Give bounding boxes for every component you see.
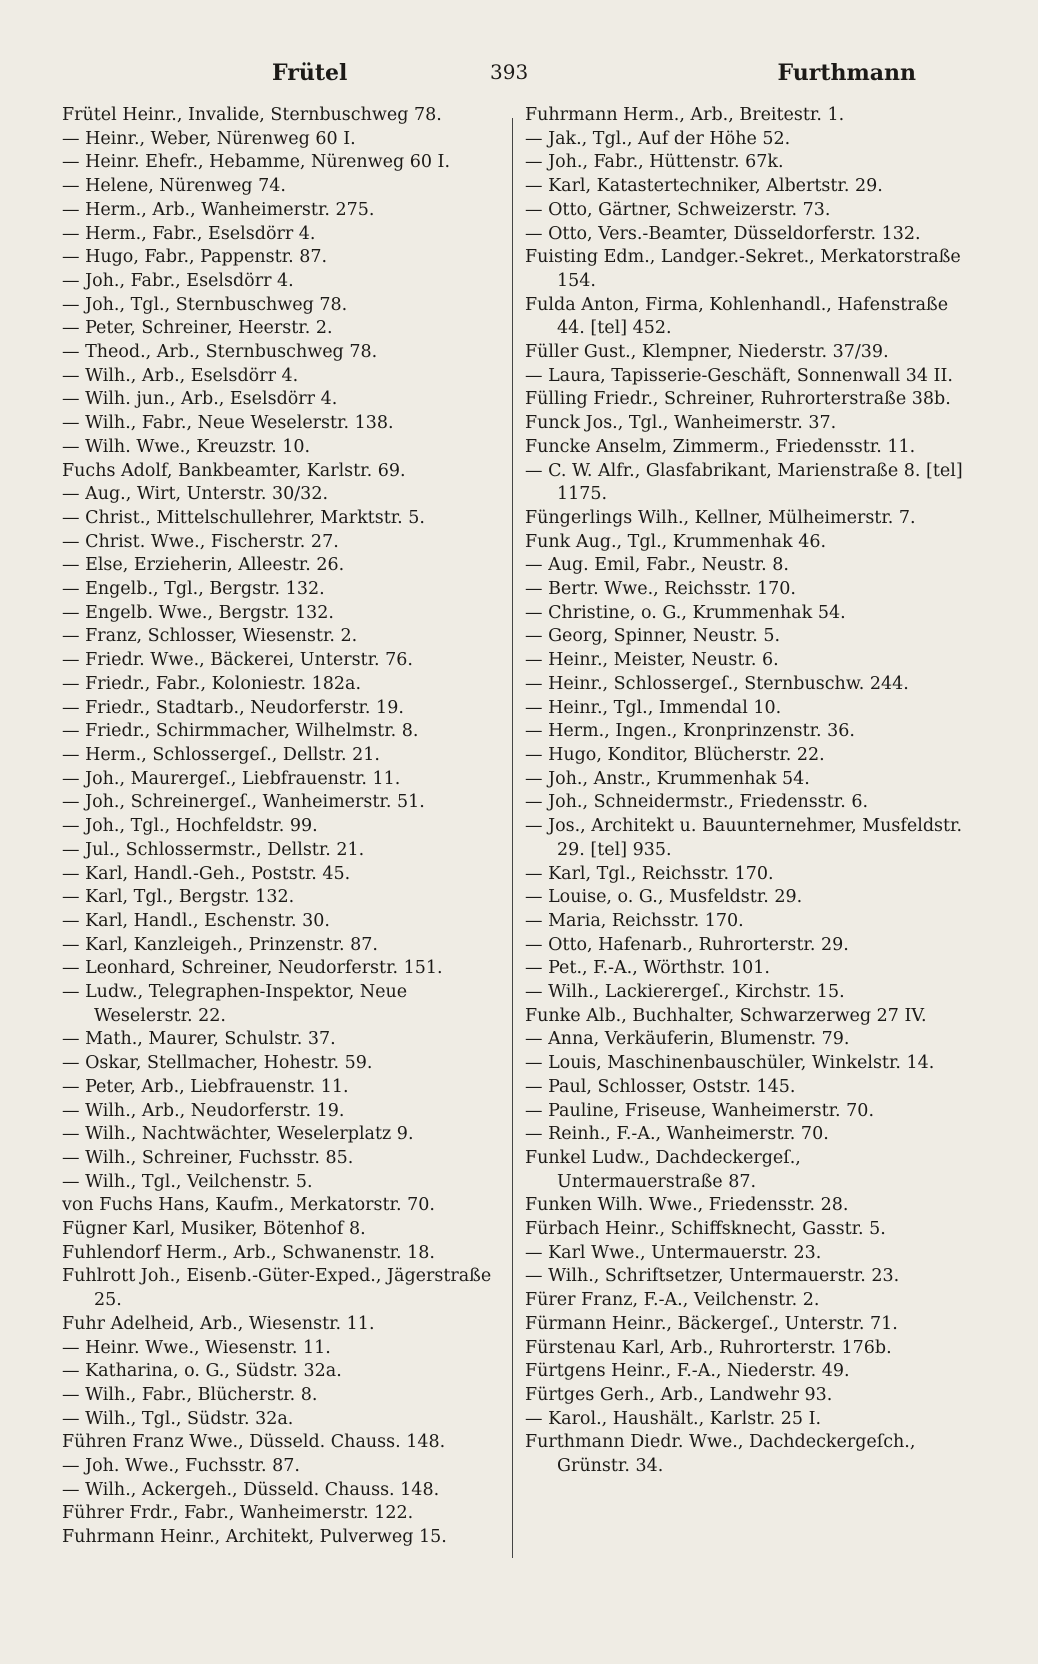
header-last-entry: Furthmann bbox=[777, 60, 916, 86]
directory-entry: — Paul, Schlosser, Oststr. 145. bbox=[525, 1076, 796, 1097]
directory-entry: — Karl, Handl., Eschenstr. 30. bbox=[62, 910, 330, 931]
directory-entry: Fuhlendorf Herm., Arb., Schwanenstr. 18. bbox=[62, 1242, 435, 1263]
directory-entry: — Joh., Fabr., Hüttenstr. 67k. bbox=[525, 152, 784, 173]
directory-entry: — Herm., Arb., Wanheimerstr. 275. bbox=[62, 199, 375, 220]
directory-entry: — Oskar, Stellmacher, Hohestr. 59. bbox=[62, 1053, 373, 1074]
directory-entry: — Engelb., Tgl., Bergstr. 132. bbox=[62, 579, 325, 600]
directory-entry: — Leonhard, Schreiner, Neudorferstr. 151. bbox=[62, 958, 443, 979]
directory-entry: — Maria, Reichsstr. 170. bbox=[525, 910, 744, 931]
directory-entry: — Christ., Mittelschullehrer, Marktstr. 5. bbox=[62, 507, 425, 528]
directory-entry: — Else, Erzieherin, Alleestr. 26. bbox=[62, 555, 345, 576]
directory-entry: — Wilh., Lackierergeſ., Kirchstr. 15. bbox=[525, 982, 845, 1003]
directory-entry: — Otto, Gärtner, Schweizerstr. 73. bbox=[525, 199, 831, 220]
directory-entry: Füngerlings Wilh., Kellner, Mülheimerstr. 7. bbox=[525, 507, 916, 528]
directory-entry: — Wilh., Schriftsetzer, Untermauerstr. 23. bbox=[525, 1266, 900, 1287]
directory-entry: — Jak., Tgl., Auf der Höhe 52. bbox=[525, 128, 791, 149]
directory-entry: — Joh., Tgl., Hochfeldstr. 99. bbox=[62, 816, 318, 837]
directory-entry: — Joh., Schneidermstr., Friedensstr. 6. bbox=[525, 792, 869, 813]
column-divider bbox=[512, 118, 513, 1558]
directory-entry: — Friedr., Schirmmacher, Wilhelmstr. 8. bbox=[62, 721, 419, 742]
directory-entry: — Wilh., Tgl., Veilchenstr. 5. bbox=[62, 1171, 313, 1192]
directory-entry: — Wilh., Arb., Neudorferstr. 19. bbox=[62, 1100, 345, 1121]
directory-entry: — Joh. Wwe., Fuchsstr. 87. bbox=[62, 1456, 300, 1477]
directory-entry: — Karl, Tgl., Bergstr. 132. bbox=[62, 887, 295, 908]
directory-entry: — Heinr., Weber, Nürenweg 60 I. bbox=[62, 128, 356, 149]
directory-entry: — Joh., Schreinergeſ., Wanheimerstr. 51. bbox=[62, 792, 425, 813]
directory-entry: — Friedr., Fabr., Koloniestr. 182a. bbox=[62, 673, 362, 694]
directory-entry: — Friedr., Stadtarb., Neudorferstr. 19. bbox=[62, 697, 404, 718]
directory-entry: — Bertr. Wwe., Reichsstr. 170. bbox=[525, 579, 796, 600]
directory-entry: Funken Wilh. Wwe., Friedensstr. 28. bbox=[525, 1195, 849, 1216]
directory-entry: — Karol., Haushält., Karlstr. 25 I. bbox=[525, 1408, 822, 1429]
directory-entry: — Heinr., Tgl., Immendal 10. bbox=[525, 697, 782, 718]
directory-entry: Fürmann Heinr., Bäckergeſ., Unterstr. 71. bbox=[525, 1313, 898, 1334]
directory-entry: Fulda Anton, Firma, Kohlenhandl., Hafenstraße 44. [tel] 452. bbox=[525, 294, 949, 339]
directory-entry: — Christine, o. G., Krummenhak 54. bbox=[525, 602, 846, 623]
directory-entry: — Heinr., Meister, Neustr. 6. bbox=[525, 650, 779, 671]
directory-entry: — Otto, Vers.-Beamter, Düsseldorferstr. 132. bbox=[525, 223, 921, 244]
directory-entry: — Karl, Tgl., Reichsstr. 170. bbox=[525, 863, 774, 884]
directory-entry: — Helene, Nürenweg 74. bbox=[62, 176, 286, 197]
directory-entry: — Joh., Fabr., Eselsdörr 4. bbox=[62, 270, 294, 291]
header-first-entry: Frütel bbox=[272, 60, 348, 86]
directory-entry: — Reinh., F.-A., Wanheimerstr. 70. bbox=[525, 1124, 829, 1145]
directory-entry: — Herm., Fabr., Eselsdörr 4. bbox=[62, 223, 316, 244]
directory-entry: Fürer Franz, F.-A., Veilchenstr. 2. bbox=[525, 1290, 820, 1311]
directory-entry: — Hugo, Fabr., Pappenstr. 87. bbox=[62, 247, 328, 268]
directory-entry: — Karl, Handl.-Geh., Poststr. 45. bbox=[62, 863, 351, 884]
directory-entry: — Aug. Emil, Fabr., Neustr. 8. bbox=[525, 555, 789, 576]
directory-entry: Fülling Friedr., Schreiner, Ruhrorterstraße 38b. bbox=[525, 389, 951, 410]
directory-entry: — Heinr. Wwe., Wiesenstr. 11. bbox=[62, 1337, 331, 1358]
directory-entry: Fuhrmann Heinr., Architekt, Pulverweg 15. bbox=[62, 1527, 447, 1548]
directory-entry: — Christ. Wwe., Fischerstr. 27. bbox=[62, 531, 339, 552]
directory-entry: — Louis, Maschinenbauschüler, Winkelstr. 14. bbox=[525, 1053, 935, 1074]
directory-entry: — Engelb. Wwe., Bergstr. 132. bbox=[62, 602, 334, 623]
right-column bbox=[525, 104, 965, 1479]
directory-entry: — Joh., Tgl., Sternbuschweg 78. bbox=[62, 294, 348, 315]
directory-entry: — Heinr. Ehefr., Hebamme, Nürenweg 60 I. bbox=[62, 152, 451, 173]
directory-entry: — Karl, Katastertechniker, Albertstr. 29. bbox=[525, 176, 883, 197]
directory-entry: Funcke Anselm, Zimmerm., Friedensstr. 11. bbox=[525, 436, 916, 457]
directory-entry: Fuhrmann Herm., Arb., Breitestr. 1. bbox=[525, 105, 845, 125]
directory-entry: von Fuchs Hans, Kaufm., Merkatorstr. 70. bbox=[62, 1195, 435, 1216]
directory-entry: — Wilh., Tgl., Südstr. 32a. bbox=[62, 1408, 294, 1429]
directory-entry: Fürtges Gerh., Arb., Landwehr 93. bbox=[525, 1384, 833, 1405]
directory-entry: — Wilh., Fabr., Neue Weselerstr. 138. bbox=[62, 413, 394, 434]
directory-entry: — Heinr., Schlossergeſ., Sternbuschw. 244. bbox=[525, 673, 909, 694]
directory-entry: Fügner Karl, Musiker, Bötenhof 8. bbox=[62, 1219, 366, 1240]
directory-entry: — Jos., Architekt u. Bauunternehmer, Musfeldstr. 29. [tel] 935. bbox=[525, 816, 963, 860]
directory-entry: — Friedr. Wwe., Bäckerei, Unterstr. 76. bbox=[62, 650, 413, 671]
directory-entry: Fuisting Edm., Landger.-Sekret., Merkatorstraße 154. bbox=[525, 247, 961, 291]
directory-entry: — Louise, o. G., Musfeldstr. 29. bbox=[525, 887, 803, 908]
directory-entry: Funke Alb., Buchhalter, Schwarzerweg 27 IV. bbox=[525, 1005, 927, 1026]
directory-entry: Füller Gust., Klempner, Niederstr. 37/39. bbox=[525, 342, 889, 363]
directory-entry: — Pet., F.-A., Wörthstr. 101. bbox=[525, 958, 770, 979]
directory-entry: — Wilh. jun., Arb., Eselsdörr 4. bbox=[62, 389, 338, 410]
directory-entry: Fürbach Heinr., Schiffsknecht, Gasstr. 5. bbox=[525, 1219, 886, 1240]
directory-entry: Fuchs Adolf, Bankbeamter, Karlstr. 69. bbox=[62, 460, 406, 481]
directory-entry: Fuhr Adelheid, Arb., Wiesenstr. 11. bbox=[62, 1313, 375, 1334]
directory-entry: — Aug., Wirt, Unterstr. 30/32. bbox=[62, 484, 329, 505]
directory-entry: Fürtgens Heinr., F.-A., Niederstr. 49. bbox=[525, 1361, 850, 1382]
directory-entry: — Laura, Tapisserie-Geschäft, Sonnenwall 34 II. bbox=[525, 365, 953, 386]
directory-entry: — Peter, Arb., Liebfrauenstr. 11. bbox=[62, 1076, 349, 1097]
directory-entry: — Karl Wwe., Untermauerstr. 23. bbox=[525, 1242, 822, 1263]
page-header bbox=[62, 60, 976, 92]
directory-entry: — Wilh., Schreiner, Fuchsstr. 85. bbox=[62, 1147, 354, 1168]
directory-entry: Funk Aug., Tgl., Krummenhak 46. bbox=[525, 531, 827, 552]
directory-entry: — Karl, Kanzleigeh., Prinzenstr. 87. bbox=[62, 934, 378, 955]
directory-entry: Frütel Heinr., Invalide, Sternbuschweg 78. bbox=[62, 105, 442, 125]
directory-entry: Führen Franz Wwe., Düsseld. Chauss. 148. bbox=[62, 1432, 446, 1453]
directory-entry: Führer Frdr., Fabr., Wanheimerstr. 122. bbox=[62, 1503, 414, 1524]
directory-entry: — Georg, Spinner, Neustr. 5. bbox=[525, 626, 781, 647]
left-column bbox=[62, 104, 502, 1550]
directory-entry: — Herm., Schlossergeſ., Dellstr. 21. bbox=[62, 744, 380, 765]
directory-entry: — Wilh., Arb., Eselsdörr 4. bbox=[62, 365, 299, 386]
directory-entry: — Ludw., Telegraphen-Inspektor, Neue Weselerstr. 22. bbox=[62, 982, 408, 1026]
directory-entry: — Wilh., Nachtwächter, Weselerplatz 9. bbox=[62, 1124, 414, 1145]
directory-entry: — Jul., Schlossermstr., Dellstr. 21. bbox=[62, 839, 365, 860]
directory-entry: — Anna, Verkäuferin, Blumenstr. 79. bbox=[525, 1029, 850, 1050]
directory-entry: — Theod., Arb., Sternbuschweg 78. bbox=[62, 342, 378, 363]
directory-entry: — Herm., Ingen., Kronprinzenstr. 36. bbox=[525, 721, 855, 742]
directory-entry: Fürstenau Karl, Arb., Ruhrorterstr. 176b. bbox=[525, 1337, 892, 1358]
directory-entry: — Katharina, o. G., Südstr. 32a. bbox=[62, 1361, 342, 1382]
directory-entry: — Wilh. Wwe., Kreuzstr. 10. bbox=[62, 436, 311, 457]
directory-entry: Funkel Ludw., Dachdeckergeſ., Untermauerstraße 87. bbox=[525, 1147, 801, 1192]
directory-entry: — Otto, Hafenarb., Ruhrorterstr. 29. bbox=[525, 934, 849, 955]
directory-entry: Fuhlrott Joh., Eisenb.-Güter-Exped., Jägerstraße 25. bbox=[62, 1266, 492, 1311]
directory-entry: — Joh., Maurergeſ., Liebfrauenstr. 11. bbox=[62, 768, 401, 789]
directory-entry: — Peter, Schreiner, Heerstr. 2. bbox=[62, 318, 333, 339]
directory-entry: — Franz, Schlosser, Wiesenstr. 2. bbox=[62, 626, 358, 647]
directory-entry: — Wilh., Ackergeh., Düsseld. Chauss. 148. bbox=[62, 1479, 440, 1500]
directory-entry: — Pauline, Friseuse, Wanheimerstr. 70. bbox=[525, 1100, 875, 1121]
page-number: 393 bbox=[490, 60, 529, 84]
directory-entry: Furthmann Diedr. Wwe., Dachdeckergeſch., Grünstr. 34. bbox=[525, 1432, 916, 1477]
directory-entry: — Joh., Anstr., Krummenhak 54. bbox=[525, 768, 810, 789]
directory-entry: Funck Jos., Tgl., Wanheimerstr. 37. bbox=[525, 413, 837, 434]
directory-entry: — Hugo, Konditor, Blücherstr. 22. bbox=[525, 744, 825, 765]
directory-entry: — Math., Maurer, Schulstr. 37. bbox=[62, 1029, 336, 1050]
directory-entry: — Wilh., Fabr., Blücherstr. 8. bbox=[62, 1384, 318, 1405]
directory-entry: — C. W. Alfr., Glasfabrikant, Marienstraße 8. [tel] 1175. bbox=[525, 460, 963, 505]
